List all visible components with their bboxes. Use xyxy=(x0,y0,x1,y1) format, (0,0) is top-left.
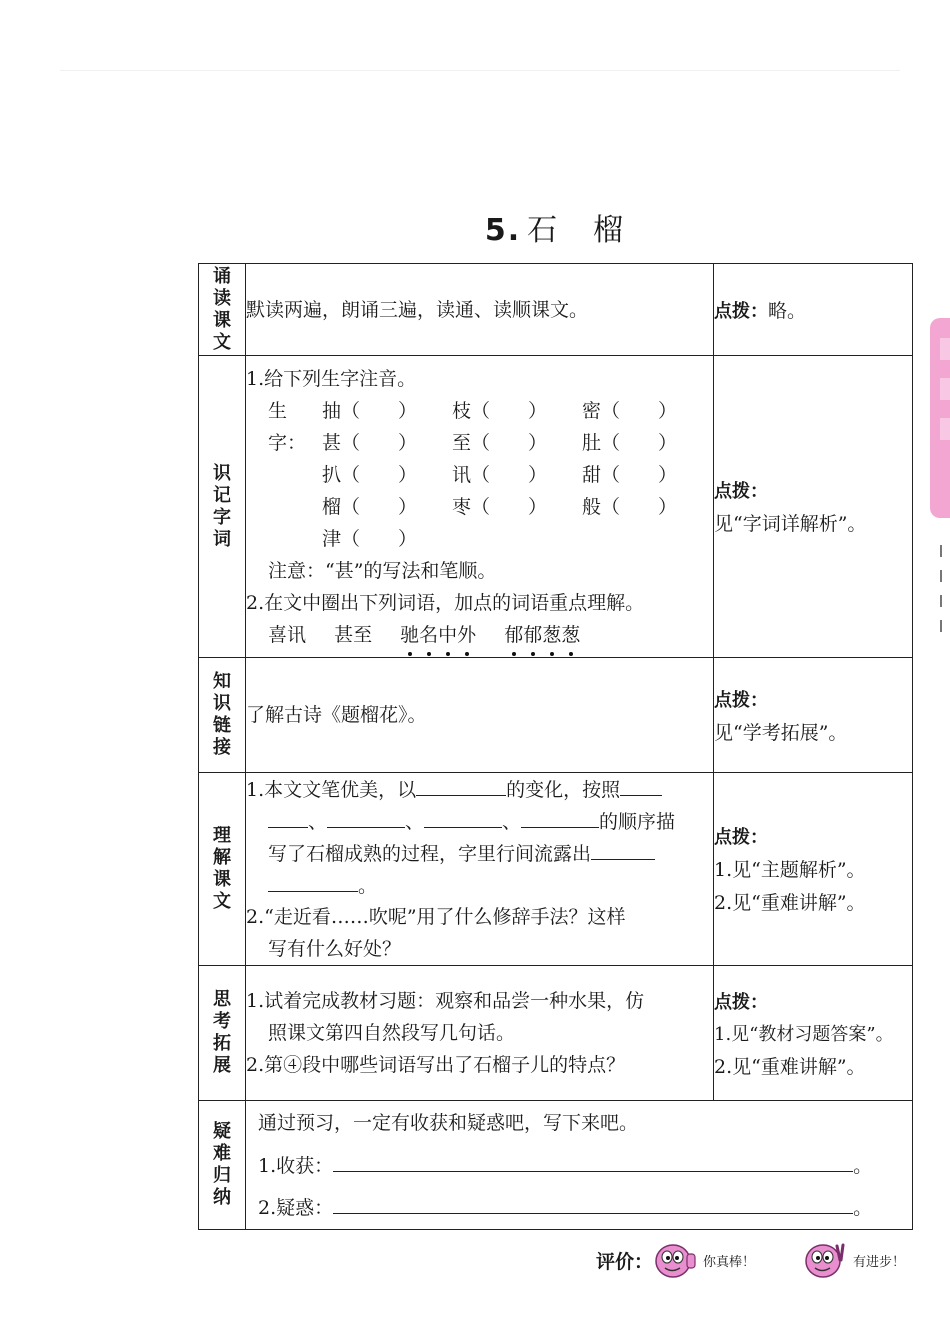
knowledge-hint: 点拨： 见“学考拓展”。 xyxy=(714,658,913,773)
edge-mark xyxy=(940,545,950,557)
emphasis-char: 中 xyxy=(438,619,457,651)
char-blank[interactable]: 枣（ ） xyxy=(452,495,548,518)
fill-blank[interactable] xyxy=(416,773,506,796)
word-item-dotted xyxy=(504,624,580,646)
char-blank[interactable]: 津（ ） xyxy=(322,527,418,550)
edge-mark xyxy=(940,595,950,607)
fill-blank[interactable] xyxy=(620,773,662,796)
row-label-knowledge: 知 识 链 接 xyxy=(199,658,246,773)
preview-table xyxy=(198,263,913,1230)
lesson-title xyxy=(0,205,950,249)
evaluation-label: 评价： xyxy=(596,1250,654,1273)
table-row-understanding xyxy=(199,773,913,966)
word-item: 甚至 xyxy=(334,623,373,646)
row-label-doubts: 疑 难 归 纳 xyxy=(199,1101,246,1230)
fill-blank[interactable] xyxy=(591,837,655,860)
emphasis-char: 葱 xyxy=(561,619,580,651)
table-row-knowledge xyxy=(199,658,913,773)
char-blank[interactable]: 榴（ ） xyxy=(322,495,418,518)
fill-blank[interactable] xyxy=(521,805,599,828)
characters-q2: 2.在文中圈出下列词语，加点的词语重点理解。 xyxy=(246,591,645,614)
fill-blank[interactable] xyxy=(268,805,308,828)
characters-content xyxy=(246,356,714,658)
row-label-thinking: 思 考 拓 展 xyxy=(199,966,246,1101)
title-char-2: 榴 xyxy=(593,213,626,248)
lesson-number: 5. xyxy=(484,213,522,248)
top-rule xyxy=(60,70,900,71)
char-blank[interactable]: 抽（ ） xyxy=(322,399,418,422)
chapter-side-tab xyxy=(930,318,950,518)
doubts-content: 通过预习，一定有收获和疑惑吧，写下来吧。 1.收获： 。 2.疑惑： 。 xyxy=(246,1101,913,1230)
table-row-doubts xyxy=(199,1101,913,1230)
char-blank[interactable]: 密（ ） xyxy=(582,399,678,422)
char-blank[interactable]: 扒（ ） xyxy=(322,463,418,486)
edge-mark xyxy=(940,570,950,582)
fill-blank[interactable] xyxy=(327,805,405,828)
row-label-understanding: 理 解 课 文 xyxy=(199,773,246,966)
word-list xyxy=(246,619,713,651)
reading-content: 默读两遍，朗诵三遍，读通、读顺课文。 xyxy=(246,264,714,356)
thumbs-up-face-icon[interactable] xyxy=(653,1240,697,1280)
emphasis-char: 葱 xyxy=(542,619,561,651)
edge-mark xyxy=(940,620,950,632)
emphasis-char: 外 xyxy=(457,619,476,651)
victory-face-icon[interactable] xyxy=(803,1240,847,1280)
title-char-1: 石 xyxy=(527,213,560,248)
char-blank[interactable]: 甜（ ） xyxy=(582,463,678,486)
table-row-thinking xyxy=(199,966,913,1101)
thinking-content: 1.试着完成教材习题：观察和品尝一种水果，仿 照课文第四自然段写几句话。 2.第④段中哪些词语写出了石榴子儿的特点？ xyxy=(246,966,714,1101)
emphasis-char: 郁 xyxy=(523,619,542,651)
char-blank[interactable]: 至（ ） xyxy=(452,431,548,454)
doubt-input-line[interactable] xyxy=(333,1191,853,1214)
word-item: 喜讯 xyxy=(268,623,307,646)
characters-note: 注意：“甚”的写法和笔顺。 xyxy=(268,559,497,582)
emphasis-char: 名 xyxy=(419,619,438,651)
evaluation-bar xyxy=(596,1240,926,1280)
thinking-hint: 点拨： 1.见“教材习题答案”。 2.见“重难讲解”。 xyxy=(714,966,913,1101)
word-item-dotted xyxy=(400,624,476,646)
fill-blank[interactable] xyxy=(268,869,358,892)
emphasis-char: 郁 xyxy=(504,619,523,651)
characters-hint: 点拨： 见“字词详解析”。 xyxy=(714,356,913,658)
understanding-content: 1.本文文笔优美，以 的变化，按照 、 、 、 的顺序描 写了石榴成熟的过程，字里行间流露出 。 2.“走近看……吹呢”用了什么修辞手法？这样 写有什么好处？ xyxy=(246,773,714,966)
gain-input-line[interactable] xyxy=(333,1149,853,1172)
evaluation-option-great: 你真棒！ xyxy=(703,1254,756,1270)
characters-q1: 1.给下列生字注音。 xyxy=(246,367,417,390)
char-grid: 生字： 抽（ ） 枝（ ） 密（ ） 甚（ ） 至（ ） 肚（ ） 扒（ ） 讯（ ） 甜（ ） 榴（ ） 枣（ ） 般（ ） 津（ ） xyxy=(246,395,713,555)
char-blank[interactable]: 甚（ ） xyxy=(322,431,418,454)
evaluation-option-progress: 有进步！ xyxy=(853,1254,906,1270)
table-row-reading xyxy=(199,264,913,356)
char-blank[interactable]: 讯（ ） xyxy=(452,463,548,486)
row-label-reading: 诵 读 课 文 xyxy=(199,264,246,356)
char-blank[interactable]: 肚（ ） xyxy=(582,431,678,454)
row-label-characters: 识 记 字 词 xyxy=(199,356,246,658)
fill-blank[interactable] xyxy=(424,805,502,828)
emphasis-char: 驰 xyxy=(400,619,419,651)
char-blank[interactable]: 枝（ ） xyxy=(452,399,548,422)
understanding-hint: 点拨： 1.见“主题解析”。 2.见“重难讲解”。 xyxy=(714,773,913,966)
knowledge-content: 了解古诗《题榴花》。 xyxy=(246,658,714,773)
char-blank[interactable]: 般（ ） xyxy=(582,495,678,518)
reading-hint: 点拨：略。 xyxy=(714,264,913,356)
table-row-characters xyxy=(199,356,913,658)
